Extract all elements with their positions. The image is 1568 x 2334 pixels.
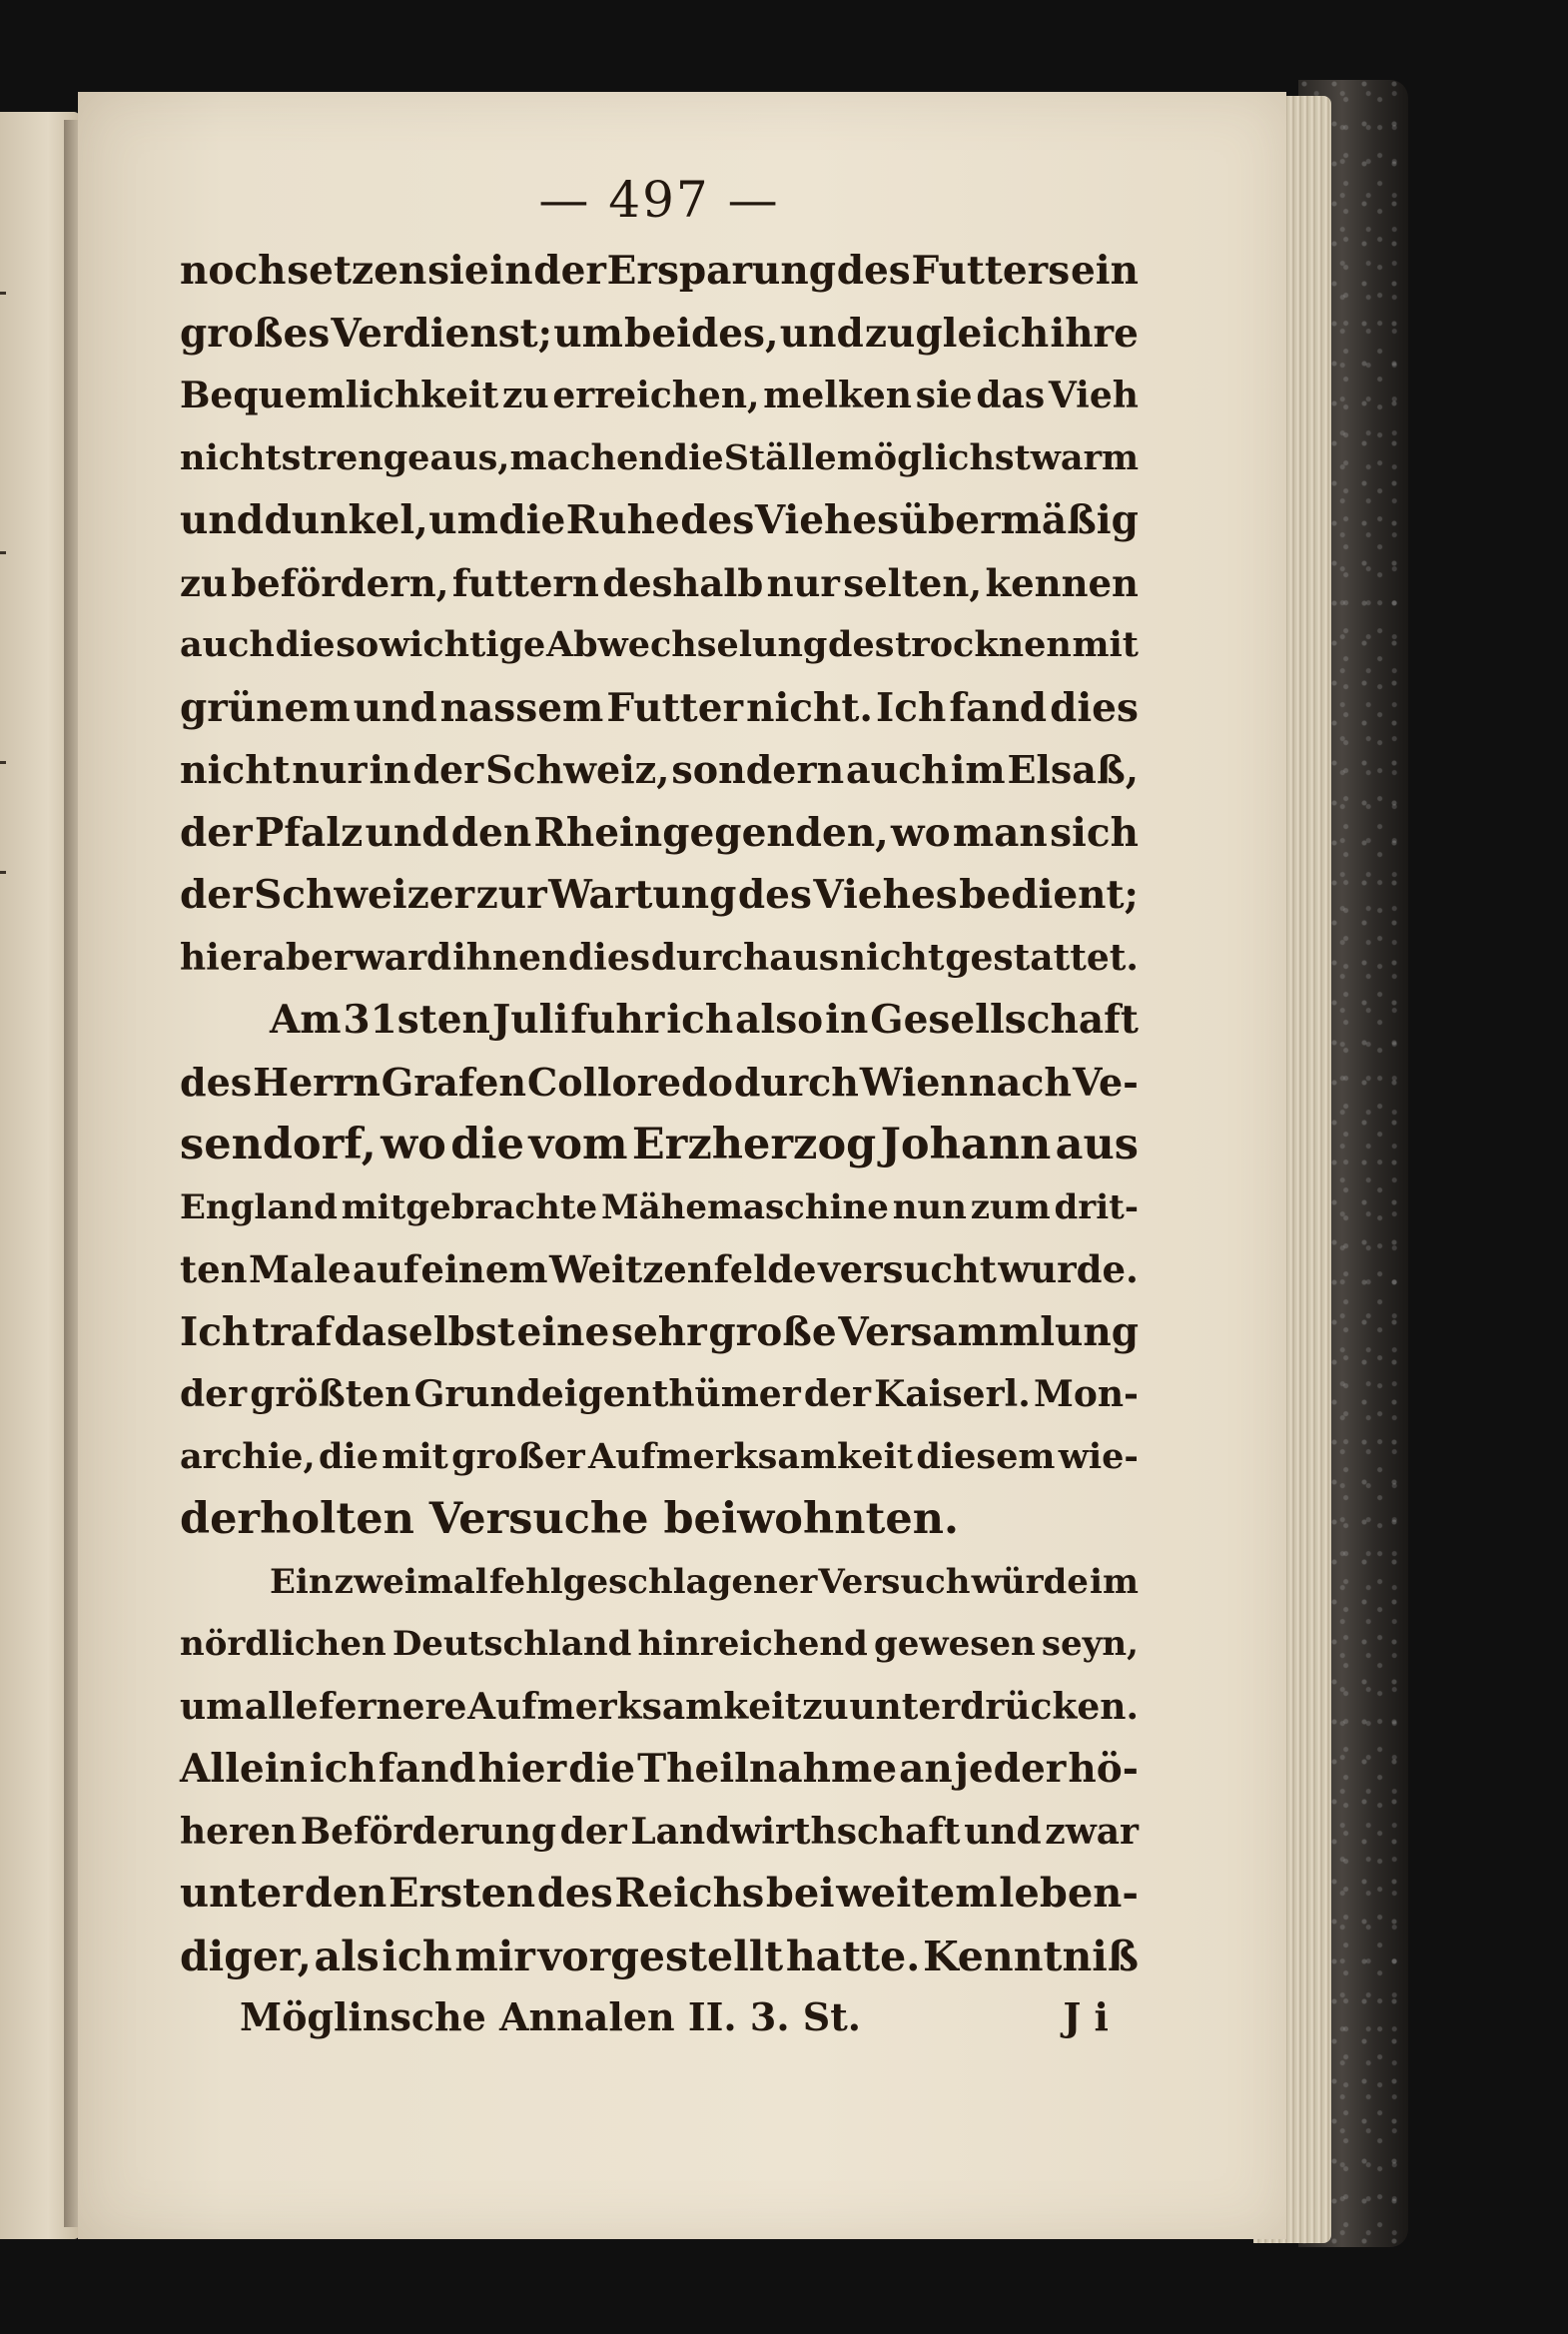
word: Verdienst; (331, 310, 553, 357)
word: zweimal (334, 1561, 488, 1602)
word: ten (180, 1247, 248, 1291)
word: Allein (180, 1746, 308, 1792)
word: Versuch (818, 1561, 971, 1602)
text-line (180, 864, 1139, 927)
text-line (180, 1052, 1139, 1115)
text-line (180, 240, 1139, 303)
word: Ersten (389, 1870, 536, 1917)
word: sendorf, (180, 1120, 377, 1169)
text-line (180, 677, 1139, 740)
word: zu (502, 375, 549, 416)
word: des (836, 248, 911, 294)
word: drit- (1054, 1186, 1139, 1227)
word: zu (802, 1685, 849, 1728)
word: leben- (999, 1870, 1139, 1917)
word: Mähemaschine (601, 1186, 889, 1227)
word: einem (420, 1247, 548, 1291)
word: auch (180, 624, 275, 665)
word: Versammlung (838, 1308, 1139, 1355)
word: wichtige (379, 624, 546, 665)
text-line (180, 1488, 1139, 1551)
text-line (180, 552, 1139, 615)
word: um (180, 1685, 245, 1728)
word: der (180, 809, 253, 856)
word: des (828, 624, 895, 665)
word: im (1090, 1561, 1139, 1602)
word: machen (509, 436, 664, 478)
word: nach (969, 1059, 1073, 1105)
word: die (450, 1120, 524, 1169)
word: sondern (671, 747, 845, 792)
word: jeder (954, 1746, 1067, 1792)
word: ward (353, 936, 452, 979)
facing-page-mark (0, 761, 6, 764)
word: große (708, 1308, 837, 1355)
word: Rheingegenden, (533, 809, 889, 856)
word: bedient; (959, 872, 1139, 918)
word: man (952, 809, 1048, 856)
word: warm (1030, 436, 1140, 478)
word: hö- (1068, 1746, 1139, 1792)
word: sie (915, 375, 973, 416)
text-line (180, 303, 1139, 366)
word: Ersparung (606, 248, 836, 294)
word: trocknen (895, 624, 1072, 665)
word: auch (845, 747, 949, 792)
word: diesem (916, 1435, 1056, 1477)
word: Abwechselung (545, 624, 828, 665)
word: traf (252, 1308, 333, 1355)
word: die (568, 1746, 636, 1792)
word: mir (454, 1932, 535, 1980)
word: nicht (180, 436, 282, 478)
word: ein (1070, 248, 1139, 294)
word: Ve- (1072, 1059, 1139, 1105)
text-line (180, 1301, 1139, 1364)
text-line (180, 365, 1139, 427)
word: Schweizer (254, 872, 475, 918)
word: Schweiz, (485, 747, 670, 792)
word: Viehes (813, 872, 958, 918)
word: Elsaß, (1007, 747, 1139, 792)
word: der (559, 1810, 627, 1853)
word: Deutschland (392, 1624, 632, 1664)
facing-page-mark (0, 292, 6, 295)
signature-title: Möglinsche Annalen II. 3. St. (240, 1994, 862, 2039)
word: nur (292, 747, 368, 792)
word: im (950, 747, 1006, 792)
word: hier (477, 1746, 567, 1792)
word: durch (733, 1059, 859, 1105)
word: fuhr (570, 997, 665, 1043)
page-text-block (180, 160, 1139, 2047)
word: noch (180, 248, 287, 294)
text-line (180, 1238, 1139, 1301)
word: des (737, 872, 812, 918)
word: kennen (985, 560, 1139, 605)
word: gestattet. (945, 936, 1139, 979)
word: Theilnahme (637, 1746, 898, 1792)
word: Ich (180, 1308, 251, 1355)
text-line (180, 739, 1139, 802)
word: Weitzenfelde (549, 1247, 817, 1291)
text-line (180, 1363, 1139, 1426)
word: unterdrücken. (849, 1685, 1139, 1728)
word: selten, (843, 560, 983, 605)
word: zur (475, 872, 547, 918)
word: zu (180, 560, 228, 605)
word: Wien (859, 1059, 969, 1105)
word: nassem (439, 684, 604, 731)
word: nicht (180, 747, 291, 792)
text-line (180, 427, 1139, 490)
word: Aufmerksamkeit (587, 1435, 914, 1477)
word: alle (244, 1685, 319, 1728)
word: Landwirthschaft (630, 1810, 961, 1853)
word: zum (970, 1186, 1051, 1227)
word: ich (382, 1932, 452, 1980)
word: Grafen (381, 1059, 527, 1105)
word: Futters (911, 248, 1071, 294)
word: hinreichend (637, 1624, 868, 1664)
text-line (180, 927, 1139, 990)
word: der (180, 872, 253, 918)
word: Grundeigenthümer (413, 1373, 801, 1415)
word: möglichst (836, 436, 1031, 478)
word: daselbst (334, 1308, 515, 1355)
word: fand (949, 684, 1048, 731)
word: vom (528, 1120, 628, 1169)
word: die (663, 436, 724, 478)
word: hatte. (785, 1932, 921, 1980)
word: Ich (876, 684, 947, 731)
word: weitem (836, 1870, 998, 1917)
word: den (304, 1870, 388, 1917)
word: versucht (818, 1247, 997, 1291)
word: Pfalz (254, 809, 364, 856)
word: strenge (281, 436, 430, 478)
word: Wartung (548, 872, 737, 918)
word: befördern, (231, 560, 449, 605)
word: mit (1072, 624, 1139, 665)
word: des (180, 1059, 253, 1105)
word: und (779, 310, 864, 357)
word: des (680, 497, 755, 543)
word: die (275, 624, 336, 665)
word: würde (971, 1561, 1089, 1602)
word: Colloredo (527, 1059, 733, 1105)
word: Reichs (614, 1870, 765, 1917)
signature-line (180, 1987, 1139, 2047)
word: der (803, 1373, 871, 1415)
word: grünem (180, 684, 351, 731)
word: futtern (451, 560, 599, 605)
word: melken (763, 375, 912, 416)
word: in (369, 747, 411, 792)
word: Aufmerksamkeit (467, 1685, 802, 1728)
word: so (336, 624, 380, 665)
word: durchaus (650, 936, 840, 979)
word: als (314, 1932, 380, 1980)
word: bei (765, 1870, 835, 1917)
word: seyn, (1041, 1624, 1139, 1664)
word: des (536, 1870, 613, 1917)
word: dunkel, (264, 497, 428, 543)
word: Herrn (253, 1059, 381, 1105)
word: aus, (429, 436, 510, 478)
word: diger, (180, 1932, 312, 1980)
signature-mark: J i (1063, 1994, 1109, 2039)
text-line (180, 989, 1139, 1052)
word: und (964, 1810, 1042, 1853)
word: ihnen (452, 936, 568, 979)
word: Ställe (723, 436, 837, 478)
word: nicht. (746, 684, 873, 731)
word: fernere (319, 1685, 467, 1728)
word: wurde. (998, 1247, 1139, 1291)
text-line (180, 1863, 1139, 1926)
word: die (498, 497, 566, 543)
word: der (412, 747, 484, 792)
word: Viehes (754, 497, 900, 543)
text-line (180, 1551, 1139, 1614)
facing-page-mark (0, 551, 6, 554)
text-line (180, 1926, 1139, 1988)
word: wie- (1058, 1435, 1139, 1477)
word: übermäßig (899, 497, 1139, 543)
word: sich (1050, 809, 1139, 856)
word: aus (1055, 1120, 1139, 1169)
word: sehr (611, 1308, 707, 1355)
text-line (180, 1801, 1139, 1864)
word: zwar (1045, 1810, 1139, 1853)
word: dies (1050, 684, 1139, 731)
text-line (180, 802, 1139, 865)
word: England (180, 1186, 338, 1227)
word: beides, (624, 310, 779, 357)
word: großes (180, 310, 331, 357)
word: gewesen (873, 1624, 1036, 1664)
text-line (180, 489, 1139, 552)
word: Kenntniß (923, 1932, 1139, 1980)
word: also (735, 997, 824, 1043)
word: nur (766, 560, 840, 605)
word: nördlichen (180, 1624, 387, 1664)
word: hier (180, 936, 262, 979)
word: erreichen, (552, 375, 760, 416)
word: unter (180, 1870, 304, 1917)
word: wo (891, 809, 951, 856)
word: mit (382, 1435, 448, 1477)
word: in (825, 997, 869, 1043)
body-text (180, 240, 1139, 1987)
word: Ruhe (565, 497, 680, 543)
word: und (353, 684, 437, 731)
word: Vieh (1048, 375, 1139, 416)
word: wo (381, 1120, 446, 1169)
word: vorgestellt (537, 1932, 784, 1980)
word: ich (666, 997, 734, 1043)
word: ihre (1050, 310, 1139, 357)
word: heren (180, 1810, 298, 1853)
word: Beförderung (300, 1810, 557, 1853)
word: das (976, 375, 1046, 416)
word: Male (249, 1247, 352, 1291)
word: fehlgeschlagener (488, 1561, 818, 1602)
word: die (318, 1435, 379, 1477)
word: eine (516, 1308, 610, 1355)
word: Erzherzog (631, 1120, 877, 1169)
text-line (180, 1176, 1139, 1239)
word: der (533, 248, 606, 294)
word: Ein (270, 1561, 334, 1602)
word: sie (427, 248, 489, 294)
word: und (365, 809, 449, 856)
word: Kaiserl. (874, 1373, 1031, 1415)
word: zugleich (864, 310, 1050, 357)
word: an (899, 1746, 953, 1792)
word: großer (451, 1435, 585, 1477)
text-line (180, 1426, 1139, 1489)
text-line (180, 1738, 1139, 1801)
word: archie, (180, 1435, 316, 1477)
word: deshalb (602, 560, 764, 605)
word: Juli (491, 997, 569, 1043)
word: der (180, 1373, 248, 1415)
word: fand (378, 1746, 476, 1792)
word: Am (270, 997, 342, 1043)
word: Mon- (1033, 1373, 1139, 1415)
word: Gesellschaft (870, 997, 1139, 1043)
facing-page-mark (0, 871, 6, 874)
word: größten (250, 1373, 411, 1415)
word: auf (353, 1247, 419, 1291)
word: aber (262, 936, 353, 979)
word: und (180, 497, 264, 543)
text-line-content: derholten Versuche beiwohnten. (180, 1494, 959, 1544)
word: um (553, 310, 623, 357)
word: dies (568, 936, 651, 979)
word: Johann (880, 1120, 1052, 1169)
word: um (428, 497, 498, 543)
text-line (180, 614, 1139, 677)
word: Bequemlichkeit (180, 375, 499, 416)
page-number: — 497 — (538, 171, 780, 229)
word: setzen (287, 248, 427, 294)
word: 31sten (343, 997, 490, 1043)
word: den (450, 809, 532, 856)
word: nun (892, 1186, 967, 1227)
text-line (180, 1114, 1139, 1176)
text-line (180, 1676, 1139, 1739)
text-line (180, 1613, 1139, 1676)
word: Futter (606, 684, 744, 731)
word: nicht (839, 936, 945, 979)
word: mitgebrachte (341, 1186, 598, 1227)
word: ich (309, 1746, 377, 1792)
word: in (489, 248, 533, 294)
